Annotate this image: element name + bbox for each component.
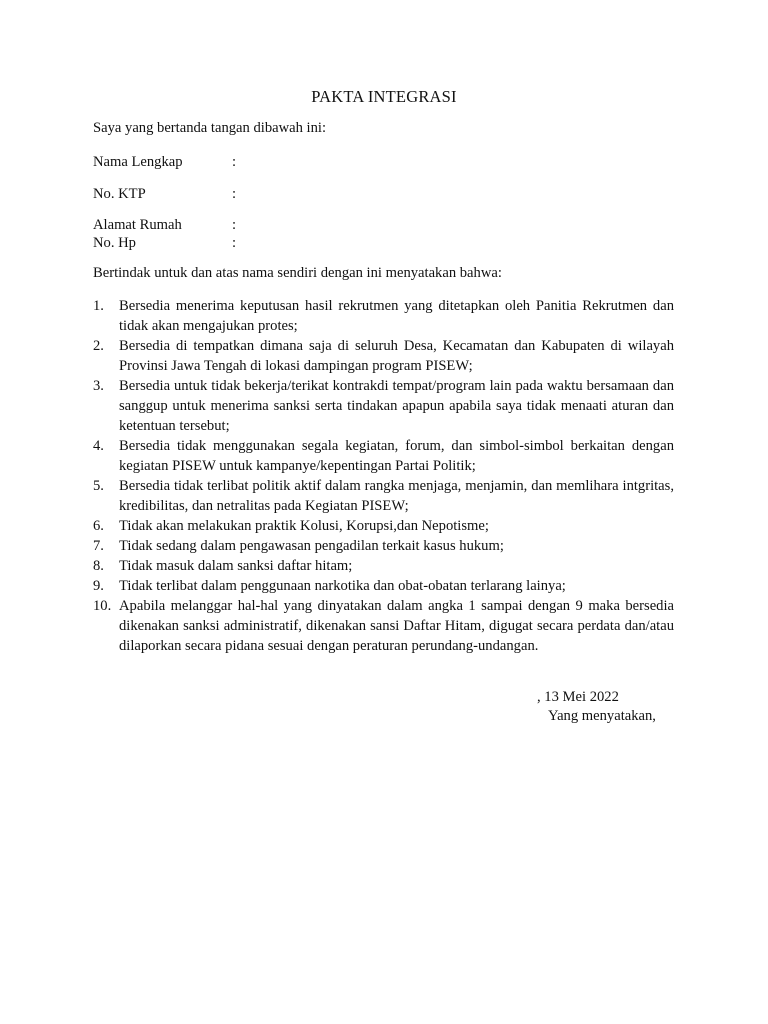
item-text: Bersedia tidak menggunakan segala kegiatan, forum, dan simbol-simbol berkaitan dengan kegiatan PISEW untuk kampanye/kepentingan Partai Politik; [119,438,674,474]
item-text: Bersedia di tempatkan dimana saja di seluruh Desa, Kecamatan dan Kabupaten di wilayah Provinsi Jawa Tengah di lokasi dampingan program PISEW; [119,338,674,374]
field-colon: : [232,186,237,202]
item-text: Bersedia tidak terlibat politik aktif dalam rangka menjaga, menjamin, dan memlihara intgritas, kredibilitas, dan netralitas pada Kegiatan PISEW; [119,478,674,514]
item-text: Tidak sedang dalam pengawasan pengadilan terkait kasus hukum; [119,538,504,554]
field-label: Alamat Rumah [93,217,182,233]
signature-declarant: Yang menyatakan, [548,708,656,724]
field-colon: : [232,235,237,251]
signature-date: , 13 Mei 2022 [537,689,619,705]
list-item [93,576,674,596]
item-text: Apabila melanggar hal-hal yang dinyatakan dalam angka 1 sampai dengan 9 maka bersedia dikenakan sanksi administratif, dikenakan sansi Daftar Hitam, digugat secara perdata dan/atau dilaporkan secara pidana sesuai dengan peraturan perundang-undangan. [119,598,674,654]
item-text: Tidak masuk dalam sanksi daftar hitam; [119,558,353,574]
field-full-name [93,154,393,171]
list-item [93,296,674,336]
item-text: Bersedia menerima keputusan hasil rekrutmen yang ditetapkan oleh Panitia Rekrutmen dan tidak akan mengajukan protes; [119,298,674,334]
list-item [93,556,674,576]
list-item [93,596,674,656]
field-home-address [93,217,393,234]
item-number: 7. [93,538,104,554]
list-item [93,476,674,516]
item-number: 9. [93,578,104,594]
field-colon: : [232,217,237,233]
item-text: Tidak terlibat dalam penggunaan narkotika dan obat-obatan terlarang lainya; [119,578,566,594]
intro-text: Saya yang bertanda tangan dibawah ini: [93,120,327,136]
list-item [93,436,674,476]
list-item [93,376,674,436]
item-number: 1. [93,298,104,314]
field-label: No. Hp [93,235,136,251]
field-label: No. KTP [93,186,146,202]
item-number: 2. [93,338,104,354]
declaration-text: Bertindak untuk dan atas nama sendiri dengan ini menyatakan bahwa: [93,265,502,281]
item-text: Bersedia untuk tidak bekerja/terikat kontrakdi tempat/program lain pada waktu bersamaan dan sanggup untuk menerima sanksi serta tindakan apapun apabila saya tidak menaati aturan dan ketentuan tersebut; [119,378,674,434]
field-phone-number [93,235,393,252]
field-label: Nama Lengkap [93,154,183,170]
field-colon: : [232,154,237,170]
field-id-card-number [93,186,393,203]
item-number: 6. [93,518,104,534]
item-number: 10. [93,598,112,614]
item-number: 8. [93,558,104,574]
document-title: PAKTA INTEGRASI [311,87,457,106]
item-number: 4. [93,438,104,454]
list-item [93,536,674,556]
list-item [93,516,674,536]
statement-list [93,296,674,656]
item-number: 3. [93,378,104,394]
list-item [93,336,674,376]
item-number: 5. [93,478,104,494]
item-text: Tidak akan melakukan praktik Kolusi, Korupsi,dan Nepotisme; [119,518,489,534]
